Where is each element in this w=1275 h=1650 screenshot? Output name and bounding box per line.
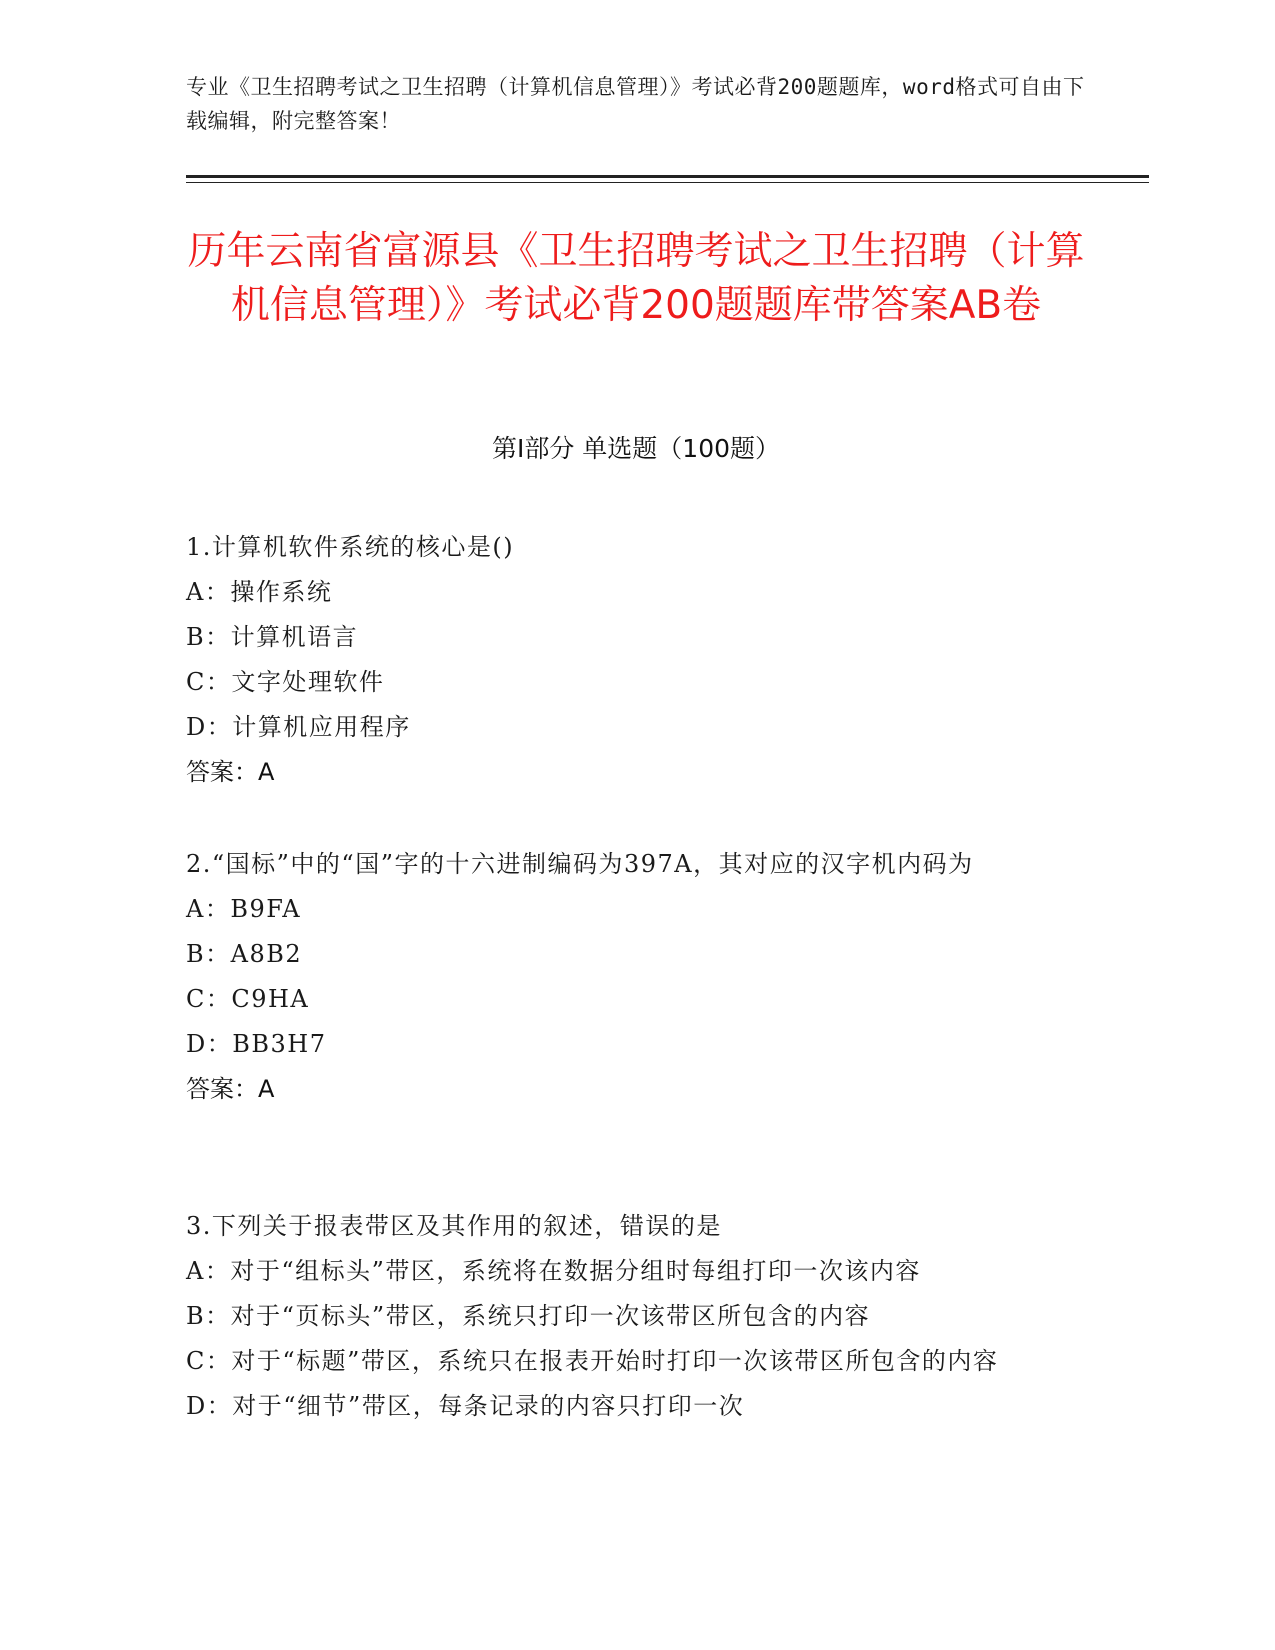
question-3-option-c: C：对于“标题”带区，系统只在报表开始时打印一次该带区所包含的内容 — [186, 1347, 999, 1375]
question-2-option-b: B：A8B2 — [186, 940, 303, 968]
question-2-option-c: C：C9HA — [186, 985, 310, 1013]
question-3-option-d: D：对于“细节”带区，每条记录的内容只打印一次 — [186, 1392, 745, 1420]
question-3-option-a: A：对于“组标头”带区，系统将在数据分组时每组打印一次该内容 — [186, 1257, 921, 1285]
question-3-option-b: B：对于“页标头”带区，系统只打印一次该带区所包含的内容 — [186, 1302, 871, 1330]
question-1-answer: 答案：A — [186, 758, 275, 786]
header-divider — [186, 175, 1149, 178]
question-2-text: 2.“国标”中的“国”字的十六进制编码为397A，其对应的汉字机内码为 — [186, 850, 974, 878]
question-3-text: 3.下列关于报表带区及其作用的叙述，错误的是 — [186, 1212, 722, 1240]
question-1-option-b: B：计算机语言 — [186, 623, 359, 651]
section-heading: 第Ⅰ部分 单选题（100题） — [491, 434, 781, 463]
question-2 — [186, 842, 1066, 1112]
question-1-option-a: A：操作系统 — [186, 578, 333, 606]
question-3 — [186, 1204, 1066, 1429]
question-2-option-a: A：B9FA — [186, 895, 302, 923]
document-title: 历年云南省富源县《卫生招聘考试之卫生招聘（计算机信息管理）》考试必背200题题库带答案AB卷 — [187, 229, 1085, 328]
header-divider-thin — [186, 182, 1149, 183]
header-note: 专业《卫生招聘考试之卫生招聘（计算机信息管理）》考试必背200题题库，word格式可自由下载编辑，附完整答案！ — [186, 75, 1085, 133]
question-2-answer: 答案：A — [186, 1075, 275, 1103]
question-1-text: 1.计算机软件系统的核心是() — [186, 533, 515, 561]
question-1-option-c: C：文字处理软件 — [186, 668, 385, 696]
question-1 — [186, 525, 1066, 795]
question-1-option-d: D：计算机应用程序 — [186, 713, 411, 741]
question-2-option-d: D：BB3H7 — [186, 1030, 327, 1058]
